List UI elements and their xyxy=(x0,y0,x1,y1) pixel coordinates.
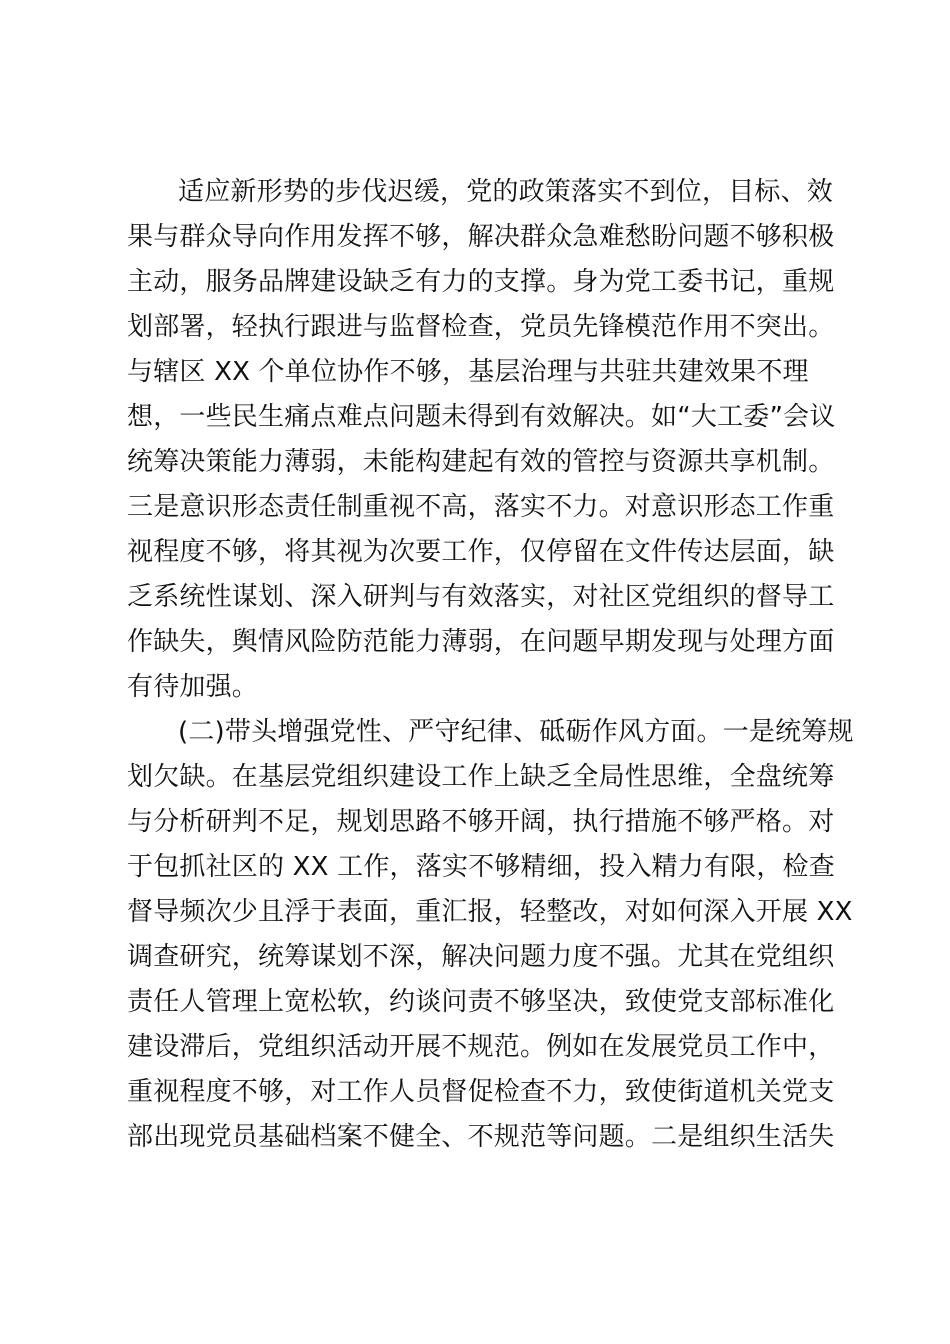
paragraph-line: 作缺失，舆情风险防范能力薄弱，在问题早期发现与处理方面 xyxy=(127,627,835,657)
paragraph-line: 有待加强。 xyxy=(127,672,259,702)
paragraph-line: 与分析研判不足，规划思路不够开阔，执行措施不够严格。对 xyxy=(127,807,835,837)
paragraph-line: 统筹决策能力薄弱，未能构建起有效的管控与资源共享机制。 xyxy=(127,447,835,477)
paragraph-line: 重视程度不够，对工作人员督促检查不力，致使街道机关党支 xyxy=(127,1077,835,1107)
paragraph-line: 调查研究，统筹谋划不深，解决问题力度不强。尤其在党组织 xyxy=(127,942,835,972)
paragraph-line: 划部署，轻执行跟进与监督检查，党员先锋模范作用不突出。 xyxy=(127,312,835,342)
paragraph-line: 部出现党员基础档案不健全、不规范等问题。二是组织生活失 xyxy=(127,1122,835,1152)
paragraph-line: 乏系统性谋划、深入研判与有效落实，对社区党组织的督导工 xyxy=(127,582,835,612)
paragraph-line: 想，一些民生痛点难点问题未得到有效解决。如“大工委”会议 xyxy=(127,402,836,432)
paragraph-line: 主动，服务品牌建设缺乏有力的支撑。身为党工委书记，重规 xyxy=(127,267,835,297)
paragraph-line: 于包抓社区的 XX 工作，落实不够精细，投入精力有限，检查 xyxy=(127,852,835,882)
paragraph-line: 建设滞后，党组织活动开展不规范。例如在发展党员工作中， xyxy=(127,1032,835,1062)
paragraph-line: 划欠缺。在基层党组织建设工作上缺乏全局性思维，全盘统筹 xyxy=(127,762,835,792)
paragraph-line: 三是意识形态责任制重视不高，落实不力。对意识形态工作重 xyxy=(127,492,835,522)
paragraph-line: 与辖区 XX 个单位协作不够，基层治理与共驻共建效果不理 xyxy=(127,357,809,387)
paragraph-line: 督导频次少且浮于表面，重汇报，轻整改，对如何深入开展 XX xyxy=(127,897,853,927)
body-text xyxy=(127,170,854,1160)
paragraph-line: 果与群众导向作用发挥不够，解决群众急难愁盼问题不够积极 xyxy=(127,222,835,252)
paragraph-line: 适应新形势的步伐迟缓，党的政策落实不到位，目标、效 xyxy=(178,177,834,207)
paragraph-line: 视程度不够，将其视为次要工作，仅停留在文件传达层面，缺 xyxy=(127,537,835,567)
paragraph-line: 责任人管理上宽松软，约谈问责不够坚决，致使党支部标准化 xyxy=(127,987,835,1017)
section-heading-line: (二)带头增强党性、严守纪律、砥砺作风方面。一是统筹规 xyxy=(178,717,854,747)
